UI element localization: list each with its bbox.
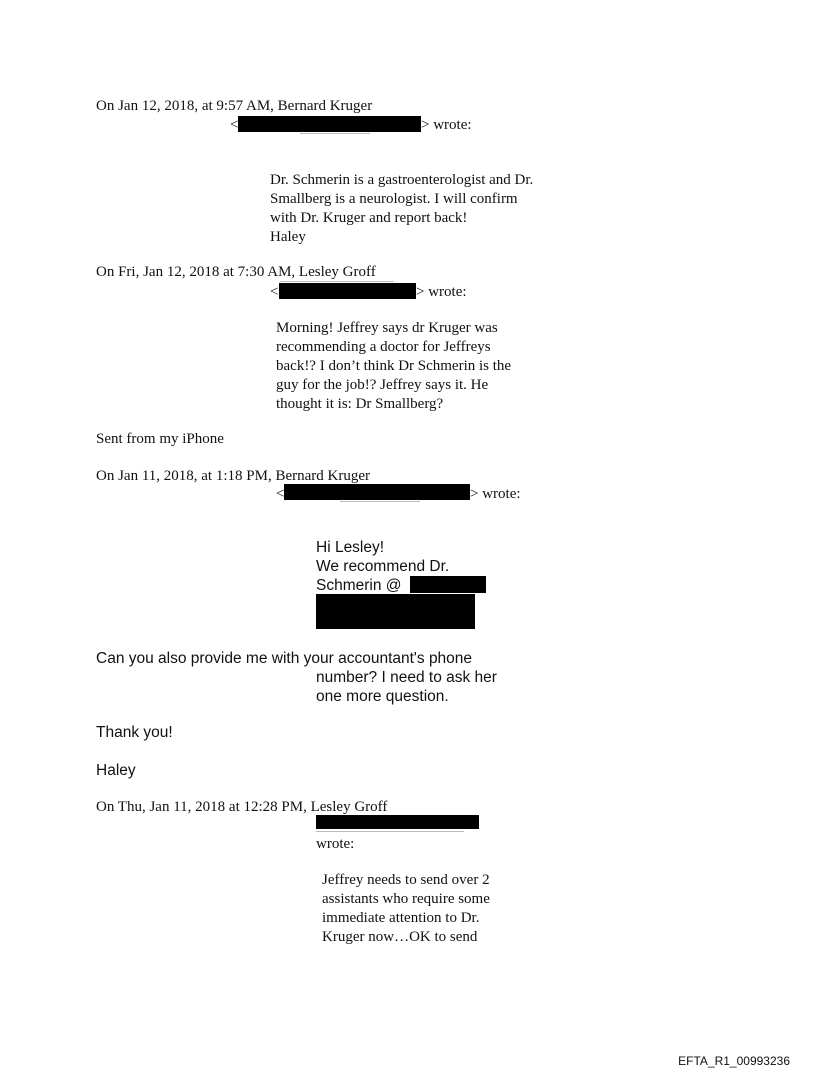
body-line: Haley	[270, 229, 306, 245]
body-line: Smallberg is a neurologist. I will confirm	[270, 191, 518, 207]
email3-address-close: > wrote:	[470, 486, 521, 502]
header-underline	[280, 281, 394, 282]
redaction-box	[316, 815, 479, 829]
thanks-line: Thank you!	[96, 724, 173, 741]
redaction-box	[238, 116, 421, 132]
redaction-remnant	[316, 831, 464, 832]
question-line: Can you also provide me with your accountant's phone	[96, 650, 473, 667]
redaction-box	[316, 594, 475, 629]
email1-address-close: > wrote:	[421, 117, 472, 133]
redaction-remnant	[340, 501, 420, 502]
document-id: EFTA_R1_00993236	[678, 1054, 790, 1068]
email4-wrote: wrote:	[316, 836, 355, 852]
redaction-box	[279, 283, 416, 299]
redaction-box	[410, 576, 486, 593]
body-line: Dr. Schmerin is a gastroenterologist and Dr.	[270, 172, 534, 188]
body-line: We recommend Dr.	[316, 558, 450, 575]
redaction-remnant	[300, 133, 370, 134]
body-line: with Dr. Kruger and report back!	[270, 210, 468, 226]
email2-address-close: > wrote:	[416, 284, 467, 300]
body-line: recommending a doctor for Jeffreys	[276, 339, 491, 355]
body-line: guy for the job!? Jeffrey says it. He	[276, 377, 489, 393]
question-line: one more question.	[316, 688, 449, 705]
signature-line: Sent from my iPhone	[96, 431, 224, 447]
body-line: Jeffrey needs to send over 2	[322, 872, 490, 888]
body-line: immediate attention to Dr.	[322, 910, 480, 926]
body-line: Hi Lesley!	[316, 539, 385, 556]
email3-address-open: <	[276, 486, 285, 502]
email1-body	[270, 171, 533, 247]
question-line: number? I need to ask her	[316, 669, 497, 686]
body-line: thought it is: Dr Smallberg?	[276, 396, 444, 412]
email2-address-open: <	[270, 284, 279, 300]
email4-header: On Thu, Jan 11, 2018 at 12:28 PM, Lesley Groff	[96, 799, 388, 815]
body-line: assistants who require some	[322, 891, 490, 907]
body-line: Schmerin @	[316, 577, 402, 594]
email4-body	[322, 871, 490, 947]
sender-name: Haley	[96, 762, 136, 779]
redaction-box	[284, 484, 470, 500]
email1-address-open: <	[230, 117, 239, 133]
email2-header: On Fri, Jan 12, 2018 at 7:30 AM, Lesley Groff	[96, 264, 376, 280]
body-line: Kruger now…OK to send	[322, 929, 478, 945]
email1-header: On Jan 12, 2018, at 9:57 AM, Bernard Kruger	[96, 98, 373, 114]
body-line: Morning! Jeffrey says dr Kruger was	[276, 320, 498, 336]
email3-header: On Jan 11, 2018, at 1:18 PM, Bernard Kruger	[96, 468, 370, 484]
email2-body	[276, 319, 511, 414]
body-line: back!? I don’t think Dr Schmerin is the	[276, 358, 512, 374]
